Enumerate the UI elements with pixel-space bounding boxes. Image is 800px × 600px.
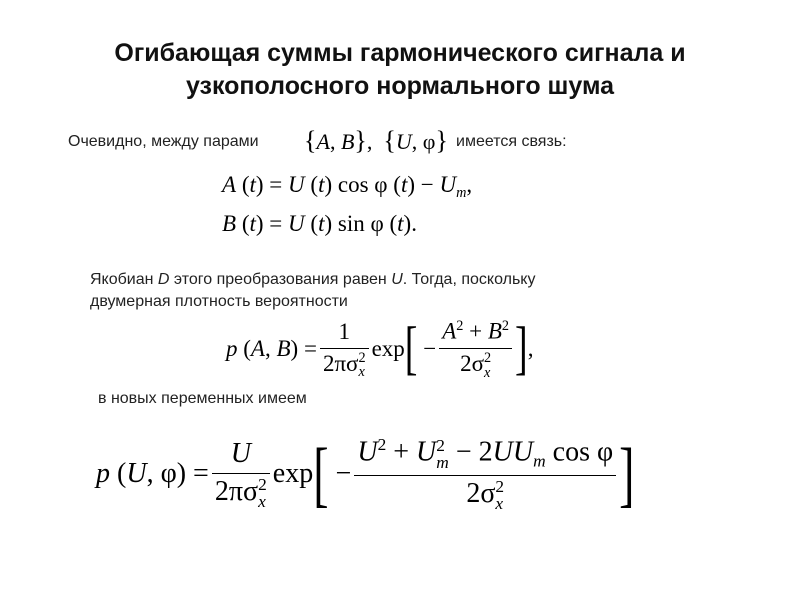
- equation-B: B (t) = U (t) sin φ (t).: [222, 211, 417, 236]
- intro-text-before: Очевидно, между парами: [68, 133, 259, 150]
- slide-title-line-2: узкополосного нормального шума: [185, 72, 615, 100]
- density-AB-formula: p (A, B) = 1 2πσ 2 x exp [ − $A^2 + B^2$ 2σ 2 x ] ,: [226, 316, 534, 382]
- equation-A: A (t) = U (t) cos φ $(t) - U_m$,: [222, 172, 473, 201]
- slide-title-line-1: Огибающая суммы гармонического сигнала и: [114, 39, 686, 67]
- jacobian-text-line-2: двумерная плотность вероятности: [90, 293, 348, 310]
- density-U-phi-formula: p (U, φ) = U 2πσ 2 x exp [ − $U^2 + U$ 2 m − $2UU_m$ cos φ 2σ 2 x ]: [96, 432, 635, 514]
- jacobian-text-line-1: Якобиан D этого преобразования равен U. Тогда, поскольку: [90, 271, 536, 288]
- new-variables-text: в новых переменных имеем: [98, 390, 307, 407]
- pairs-formula: {A, B}, {U, φ}: [304, 126, 448, 155]
- intro-text-after: имеется связь:: [456, 133, 567, 150]
